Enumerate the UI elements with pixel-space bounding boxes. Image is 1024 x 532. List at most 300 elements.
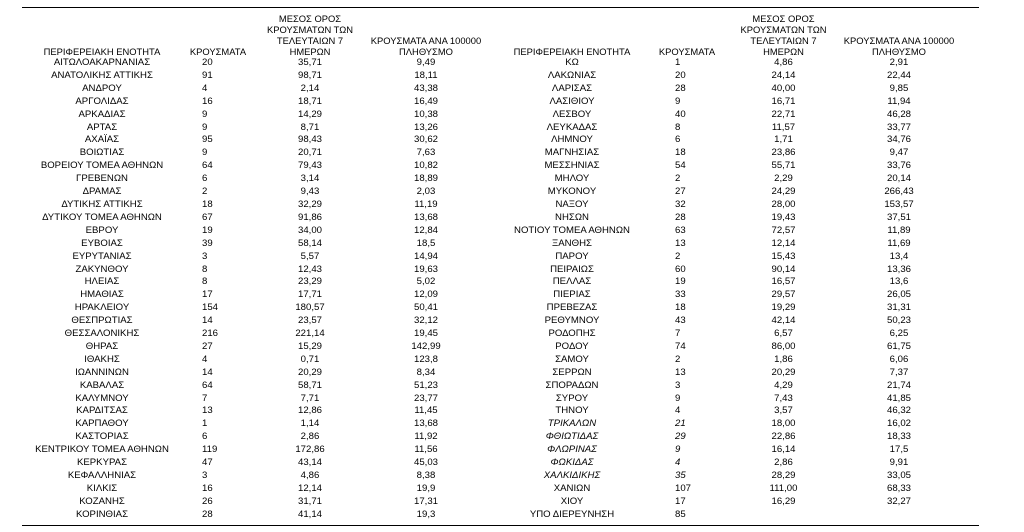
region-cell: ΡΟΔΟΠΗΣ bbox=[548, 328, 596, 340]
table-row bbox=[497, 109, 958, 122]
region-cell: ΜΑΓΝΗΣΙΑΣ bbox=[544, 147, 600, 159]
table-row bbox=[22, 496, 486, 509]
per100k-cell: 32,27 bbox=[886, 495, 911, 507]
table-row bbox=[22, 341, 486, 354]
per100k-cell: 266,43 bbox=[884, 186, 914, 198]
avg7-cell: 72,57 bbox=[771, 224, 796, 236]
region-cell: ΚΑΡΔΙΤΣΑΣ bbox=[76, 405, 128, 417]
cases-cell: 64 bbox=[202, 160, 213, 172]
table-row bbox=[22, 212, 486, 225]
avg7-cell: 7,71 bbox=[300, 392, 320, 404]
region-cell: ΚΑΛΥΜΝΟΥ bbox=[75, 392, 129, 404]
table-row bbox=[497, 483, 958, 496]
region-cell: ΙΩΑΝΝΙΝΩΝ bbox=[75, 366, 129, 378]
cases-cell: 1 bbox=[675, 57, 681, 68]
avg7-cell: 41,14 bbox=[297, 508, 322, 520]
table-row bbox=[22, 57, 486, 70]
avg7-cell: 16,71 bbox=[771, 95, 796, 107]
region-cell: ΚΟΡΙΝΘΙΑΣ bbox=[75, 508, 129, 520]
table-row bbox=[497, 315, 958, 328]
avg7-cell: 12,43 bbox=[297, 263, 322, 275]
cases-cell: 18 bbox=[675, 147, 686, 159]
cases-cell: 33 bbox=[675, 289, 686, 301]
region-cell: ΛΑΣΙΘΙΟΥ bbox=[549, 95, 595, 107]
cases-cell: 21 bbox=[675, 418, 686, 430]
cases-cell: 216 bbox=[202, 328, 219, 340]
region-cell: ΡΕΘΥΜΝΟΥ bbox=[544, 315, 600, 327]
region-cell: ΞΑΝΘΗΣ bbox=[552, 237, 592, 249]
per100k-cell: 46,28 bbox=[886, 108, 911, 120]
cases-cell: 18 bbox=[202, 198, 213, 210]
header-avg7: ΜΕΣΟΣ ΟΡΟΣ ΚΡΟΥΣΜΑΤΩΝ ΤΩΝ ΤΕΛΕΥΤΑΙΩΝ 7 ΗΜΕΡΩΝ bbox=[740, 13, 827, 57]
per100k-cell: 13,6 bbox=[889, 276, 909, 288]
header-row bbox=[22, 13, 486, 57]
cases-cell: 8 bbox=[202, 263, 208, 275]
avg7-cell: 29,57 bbox=[771, 289, 796, 301]
per100k-cell: 18,89 bbox=[413, 173, 438, 185]
avg7-cell: 28,00 bbox=[771, 198, 796, 210]
cases-cell: 13 bbox=[675, 237, 686, 249]
per100k-cell: 11,19 bbox=[414, 198, 438, 210]
table-row bbox=[497, 186, 958, 199]
table-row bbox=[22, 470, 486, 483]
region-cell: ΔΥΤΙΚΗΣ ΑΤΤΙΚΗΣ bbox=[61, 198, 143, 210]
cases-cell: 13 bbox=[202, 405, 213, 417]
region-cell: ΠΑΡΟΥ bbox=[555, 250, 589, 262]
cases-cell: 95 bbox=[202, 134, 213, 146]
region-cell: ΔΥΤΙΚΟΥ ΤΟΜΕΑ ΑΘΗΝΩΝ bbox=[42, 211, 162, 223]
region-cell: ΜΗΛΟΥ bbox=[554, 173, 590, 185]
header-per100k: ΚΡΟΥΣΜΑΤΑ ΑΝΑ 100000 ΠΛΗΘΥΣΜΟ bbox=[843, 35, 955, 57]
table-row bbox=[497, 264, 958, 277]
table-row bbox=[22, 328, 486, 341]
avg7-cell: 2,86 bbox=[300, 431, 320, 443]
region-cell: ΑΡΓΟΛΙΔΑΣ bbox=[75, 95, 129, 107]
cases-cell: 6 bbox=[202, 173, 208, 185]
avg7-cell: 34,00 bbox=[297, 224, 322, 236]
table-row bbox=[22, 264, 486, 277]
per100k-cell: 34,76 bbox=[886, 134, 911, 146]
per100k-cell: 2,91 bbox=[889, 57, 909, 68]
table-row bbox=[497, 393, 958, 406]
table-row bbox=[497, 83, 958, 96]
avg7-cell: 16,29 bbox=[771, 495, 796, 507]
cases-cell: 14 bbox=[202, 315, 213, 327]
per100k-cell: 11,56 bbox=[414, 444, 438, 456]
region-cell: ΑΝΔΡΟΥ bbox=[82, 82, 122, 94]
per100k-cell: 32,12 bbox=[413, 315, 438, 327]
avg7-cell bbox=[727, 509, 840, 522]
cases-cell: 4 bbox=[675, 457, 681, 469]
per100k-cell: 50,23 bbox=[886, 315, 911, 327]
per100k-cell: 12,09 bbox=[413, 289, 438, 301]
region-cell: ΕΥΒΟΙΑΣ bbox=[81, 237, 123, 249]
avg7-cell: 18,71 bbox=[297, 95, 322, 107]
region-cell: ΛΑΡΙΣΑΣ bbox=[551, 82, 593, 94]
avg7-cell: 11,57 bbox=[771, 121, 796, 133]
region-cell: ΑΙΤΩΛΟΑΚΑΡΝΑΝΙΑΣ bbox=[53, 57, 151, 68]
cases-cell: 4 bbox=[202, 353, 208, 365]
table-row bbox=[497, 147, 958, 160]
table-row bbox=[22, 367, 486, 380]
region-cell: ΥΠΟ ΔΙΕΡΕΥΝΗΣΗ bbox=[529, 508, 615, 520]
table-row bbox=[22, 238, 486, 251]
per100k-cell: 45,03 bbox=[413, 457, 438, 469]
table-row bbox=[497, 509, 958, 522]
cases-cell: 27 bbox=[202, 340, 213, 352]
cases-cell: 27 bbox=[675, 186, 686, 198]
table-row bbox=[22, 354, 486, 367]
per100k-cell: 61,75 bbox=[886, 340, 911, 352]
cases-cell: 26 bbox=[202, 495, 213, 507]
region-cell: ΚΕΝΤΡΙΚΟΥ ΤΟΜΕΑ ΑΘΗΝΩΝ bbox=[35, 444, 169, 456]
region-cell: ΤΗΝΟΥ bbox=[555, 405, 589, 417]
region-cell: ΝΑΞΟΥ bbox=[555, 198, 589, 210]
table-row bbox=[497, 173, 958, 186]
cases-cell: 107 bbox=[675, 482, 692, 494]
region-cell: ΧΙΟΥ bbox=[560, 495, 584, 507]
per100k-cell: 11,92 bbox=[414, 431, 438, 443]
cases-cell: 32 bbox=[675, 198, 686, 210]
per100k-cell: 8,38 bbox=[416, 470, 436, 481]
avg7-cell: 12,86 bbox=[297, 405, 322, 417]
avg7-cell: 35,71 bbox=[297, 57, 322, 68]
region-cell: ΚΕΡΚΥΡΑΣ bbox=[76, 457, 127, 469]
table-row bbox=[22, 225, 486, 238]
table-row bbox=[22, 122, 486, 135]
avg7-cell: 24,14 bbox=[771, 69, 796, 81]
cases-cell: 16 bbox=[202, 482, 213, 494]
per100k-cell: 5,02 bbox=[416, 276, 436, 288]
cases-cell: 9 bbox=[202, 121, 208, 133]
top-rule bbox=[22, 7, 979, 8]
table-row bbox=[497, 134, 958, 147]
per100k-cell: 11,94 bbox=[887, 95, 911, 107]
table-row bbox=[497, 57, 958, 70]
region-cell: ΘΗΡΑΣ bbox=[85, 340, 119, 352]
avg7-cell: 22,86 bbox=[771, 431, 796, 443]
table-row bbox=[22, 70, 486, 83]
per100k-cell: 19,63 bbox=[413, 263, 438, 275]
per100k-cell: 11,89 bbox=[887, 224, 911, 236]
table-row bbox=[497, 367, 958, 380]
avg7-cell: 4,29 bbox=[774, 379, 793, 391]
avg7-cell: 31,71 bbox=[297, 495, 322, 507]
cases-cell: 13 bbox=[675, 366, 686, 378]
region-cell: ΘΕΣΣΑΛΟΝΙΚΗΣ bbox=[64, 328, 140, 340]
cases-cell: 43 bbox=[675, 315, 686, 327]
avg7-cell: 2,14 bbox=[300, 82, 320, 94]
region-cell: ΙΘΑΚΗΣ bbox=[84, 353, 120, 365]
avg7-cell: 1,71 bbox=[774, 134, 793, 146]
per100k-cell: 43,38 bbox=[413, 82, 438, 94]
cases-cell: 9 bbox=[675, 392, 681, 404]
region-cell: ΚΑΣΤΟΡΙΑΣ bbox=[75, 431, 129, 443]
cases-cell: 7 bbox=[675, 328, 681, 340]
region-cell: ΜΥΚΟΝΟΥ bbox=[547, 186, 597, 198]
table-row bbox=[497, 225, 958, 238]
avg7-cell: 23,86 bbox=[771, 147, 796, 159]
region-cell: ΚΩ bbox=[565, 57, 579, 68]
per100k-cell: 18,5 bbox=[416, 237, 436, 249]
table-row bbox=[22, 509, 486, 522]
avg7-cell: 20,29 bbox=[297, 366, 322, 378]
region-cell: ΚΑΒΑΛΑΣ bbox=[79, 379, 125, 391]
region-cell: ΗΜΑΘΙΑΣ bbox=[80, 289, 124, 301]
avg7-cell: 17,71 bbox=[297, 289, 322, 301]
table-row bbox=[22, 315, 486, 328]
cases-cell: 39 bbox=[202, 237, 213, 249]
cases-cell: 67 bbox=[202, 211, 213, 223]
cases-cell: 19 bbox=[675, 276, 686, 288]
table-row bbox=[22, 405, 486, 418]
avg7-cell: 172,86 bbox=[295, 444, 325, 456]
table-row bbox=[497, 341, 958, 354]
per100k-cell: 9,91 bbox=[889, 457, 909, 469]
per100k-cell: 11,45 bbox=[414, 405, 438, 417]
avg7-cell: 86,00 bbox=[771, 340, 796, 352]
avg7-cell: 16,57 bbox=[771, 276, 796, 288]
avg7-cell: 8,71 bbox=[300, 121, 320, 133]
cases-cell: 40 bbox=[675, 108, 686, 120]
bottom-rule bbox=[22, 525, 979, 526]
avg7-cell: 40,00 bbox=[771, 82, 796, 94]
cases-cell: 20 bbox=[675, 69, 686, 81]
per100k-cell: 12,84 bbox=[413, 224, 438, 236]
avg7-cell: 79,43 bbox=[297, 160, 322, 172]
table-row bbox=[22, 147, 486, 160]
per100k-cell: 51,23 bbox=[413, 379, 438, 391]
table-row bbox=[22, 83, 486, 96]
table-row bbox=[22, 134, 486, 147]
region-cell: ΝΗΣΩΝ bbox=[555, 211, 589, 223]
cases-cell: 74 bbox=[675, 340, 686, 352]
region-cell: ΧΑΝΙΩΝ bbox=[553, 482, 591, 494]
avg7-cell: 5,57 bbox=[300, 250, 320, 262]
cases-cell: 47 bbox=[202, 457, 213, 469]
cases-cell: 119 bbox=[202, 444, 218, 456]
per100k-cell: 50,41 bbox=[413, 302, 438, 314]
per100k-cell: 9,85 bbox=[889, 82, 909, 94]
per100k-cell: 11,69 bbox=[887, 237, 911, 249]
cases-cell: 60 bbox=[675, 263, 686, 275]
table-row bbox=[22, 393, 486, 406]
cases-cell: 17 bbox=[202, 289, 213, 301]
per100k-cell: 18,11 bbox=[414, 69, 438, 81]
avg7-cell: 19,43 bbox=[771, 211, 796, 223]
cases-cell: 64 bbox=[202, 379, 213, 391]
avg7-cell: 3,14 bbox=[300, 173, 320, 185]
cases-cell: 8 bbox=[675, 121, 681, 133]
avg7-cell: 23,57 bbox=[297, 315, 322, 327]
per100k-cell: 22,44 bbox=[886, 69, 911, 81]
per100k-cell: 8,34 bbox=[416, 366, 436, 378]
per100k-cell: 6,25 bbox=[889, 328, 909, 340]
per100k-cell: 123,8 bbox=[413, 353, 438, 365]
region-cell: ΠΙΕΡΙΑΣ bbox=[553, 289, 591, 301]
avg7-cell: 0,71 bbox=[300, 353, 320, 365]
avg7-cell: 24,29 bbox=[771, 186, 796, 198]
table-row bbox=[497, 199, 958, 212]
header-cases: ΚΡΟΥΣΜΑΤΑ bbox=[658, 46, 716, 57]
avg7-cell: 15,29 bbox=[297, 340, 322, 352]
avg7-cell: 12,14 bbox=[297, 482, 322, 494]
region-cell: ΠΡΕΒΕΖΑΣ bbox=[546, 302, 598, 314]
region-cell: ΗΛΕΙΑΣ bbox=[84, 276, 120, 288]
per100k-cell: 14,94 bbox=[413, 250, 438, 262]
per100k-cell: 16,02 bbox=[886, 418, 911, 430]
table-row bbox=[22, 96, 486, 109]
region-cell: ΕΥΡΥΤΑΝΙΑΣ bbox=[72, 250, 132, 262]
avg7-cell: 58,14 bbox=[297, 237, 322, 249]
table-row bbox=[497, 418, 958, 431]
cases-cell: 7 bbox=[202, 392, 208, 404]
cases-cell: 35 bbox=[675, 470, 686, 481]
avg7-cell: 3,57 bbox=[774, 405, 793, 417]
avg7-cell: 2,86 bbox=[774, 457, 793, 469]
table-row bbox=[497, 160, 958, 173]
table-row bbox=[22, 186, 486, 199]
per100k-cell bbox=[840, 509, 958, 522]
per100k-cell: 2,03 bbox=[416, 186, 436, 198]
per100k-cell: 68,33 bbox=[886, 482, 911, 494]
per100k-cell: 7,37 bbox=[889, 366, 909, 378]
table-row bbox=[22, 276, 486, 289]
per100k-cell: 9,49 bbox=[416, 57, 436, 68]
table-row bbox=[497, 122, 958, 135]
avg7-cell: 14,29 bbox=[297, 108, 322, 120]
table-row bbox=[497, 251, 958, 264]
avg7-cell: 18,00 bbox=[771, 418, 796, 430]
cases-cell: 1 bbox=[202, 418, 208, 430]
header-region: ΠΕΡΙΦΕΡΕΙΑΚΗ ΕΝΟΤΗΤΑ bbox=[513, 46, 631, 57]
avg7-cell: 23,29 bbox=[297, 276, 322, 288]
cases-cell: 17 bbox=[675, 495, 686, 507]
cases-cell: 16 bbox=[202, 95, 213, 107]
table-row bbox=[22, 457, 486, 470]
avg7-cell: 1,14 bbox=[300, 418, 320, 430]
table-row bbox=[22, 173, 486, 186]
avg7-cell: 28,29 bbox=[771, 470, 796, 481]
per100k-cell: 31,31 bbox=[886, 302, 911, 314]
table-row bbox=[22, 418, 486, 431]
per100k-cell: 17,31 bbox=[413, 495, 438, 507]
per100k-cell: 19,45 bbox=[413, 328, 438, 340]
avg7-cell: 43,14 bbox=[297, 457, 322, 469]
region-cell: ΠΕΙΡΑΙΩΣ bbox=[550, 263, 594, 275]
per100k-cell: 41,85 bbox=[886, 392, 911, 404]
cases-cell: 28 bbox=[202, 508, 213, 520]
per100k-cell: 16,49 bbox=[413, 95, 438, 107]
per100k-cell: 20,14 bbox=[886, 173, 911, 185]
avg7-cell: 98,71 bbox=[297, 69, 322, 81]
per100k-cell: 153,57 bbox=[884, 198, 914, 210]
region-cell: ΡΟΔΟΥ bbox=[555, 340, 589, 352]
region-cell: ΤΡΙΚΑΛΩΝ bbox=[547, 418, 597, 430]
table-row bbox=[497, 470, 958, 483]
avg7-cell: 1,86 bbox=[774, 353, 793, 365]
table-row bbox=[497, 289, 958, 302]
region-cell: ΣΥΡΟΥ bbox=[555, 392, 589, 404]
table-row bbox=[497, 496, 958, 509]
avg7-cell: 111,00 bbox=[769, 482, 798, 494]
region-cell: ΓΡΕΒΕΝΩΝ bbox=[76, 173, 128, 185]
per100k-cell: 7,63 bbox=[416, 147, 436, 159]
avg7-cell: 91,86 bbox=[297, 211, 322, 223]
table-row bbox=[22, 483, 486, 496]
cases-cell: 3 bbox=[202, 250, 208, 262]
table-row bbox=[497, 238, 958, 251]
per100k-cell: 13,68 bbox=[413, 418, 438, 430]
region-cell: ΛΕΥΚΑΔΑΣ bbox=[546, 121, 598, 133]
table-row bbox=[497, 431, 958, 444]
region-cell: ΚΕΦΑΛΛΗΝΙΑΣ bbox=[67, 470, 137, 481]
per100k-cell: 33,05 bbox=[886, 470, 911, 481]
region-cell: ΜΕΣΣΗΝΙΑΣ bbox=[544, 160, 600, 172]
per100k-cell: 21,74 bbox=[886, 379, 911, 391]
cases-cell: 85 bbox=[675, 508, 686, 520]
avg7-cell: 32,29 bbox=[297, 198, 322, 210]
table-row bbox=[497, 457, 958, 470]
cases-cell: 4 bbox=[675, 405, 681, 417]
per100k-cell: 46,32 bbox=[886, 405, 911, 417]
per100k-cell: 19,3 bbox=[416, 508, 436, 520]
table-row bbox=[22, 251, 486, 264]
avg7-cell: 2,29 bbox=[774, 173, 793, 185]
region-cell: ΑΧΑΪΑΣ bbox=[84, 134, 120, 146]
per100k-cell: 13,68 bbox=[413, 211, 438, 223]
per100k-cell: 13,4 bbox=[889, 250, 909, 262]
table-row bbox=[497, 302, 958, 315]
table-row bbox=[497, 444, 958, 457]
avg7-cell: 4,86 bbox=[300, 470, 320, 481]
table-row bbox=[22, 160, 486, 173]
region-cell: ΣΕΡΡΩΝ bbox=[552, 366, 592, 378]
cases-cell: 2 bbox=[675, 173, 681, 185]
avg7-cell: 19,29 bbox=[771, 302, 796, 314]
cases-cell: 2 bbox=[675, 353, 681, 365]
region-cell: ΑΡΤΑΣ bbox=[86, 121, 118, 133]
per100k-cell: 6,06 bbox=[889, 353, 909, 365]
cases-cell: 28 bbox=[675, 211, 686, 223]
avg7-cell: 221,14 bbox=[295, 328, 325, 340]
per100k-cell: 17,5 bbox=[889, 444, 909, 456]
region-cell: ΝΟΤΙΟΥ ΤΟΜΕΑ ΑΘΗΝΩΝ bbox=[514, 224, 630, 236]
avg7-cell: 180,57 bbox=[295, 302, 325, 314]
region-cell: ΕΒΡΟΥ bbox=[85, 224, 119, 236]
region-cell: ΦΩΚΙΔΑΣ bbox=[550, 457, 594, 469]
region-cell: ΒΟΡΕΙΟΥ ΤΟΜΕΑ ΑΘΗΝΩΝ bbox=[40, 160, 164, 172]
cases-cell: 2 bbox=[675, 250, 681, 262]
region-cell: ΦΘΙΩΤΙΔΑΣ bbox=[545, 431, 599, 443]
cases-cell: 54 bbox=[675, 160, 686, 172]
per100k-cell: 33,77 bbox=[886, 121, 911, 133]
region-cell: ΑΡΚΑΔΙΑΣ bbox=[78, 108, 126, 120]
region-cell: ΔΡΑΜΑΣ bbox=[82, 186, 122, 198]
avg7-cell: 4,86 bbox=[774, 57, 793, 68]
avg7-cell: 12,14 bbox=[771, 237, 796, 249]
table-row bbox=[22, 302, 486, 315]
avg7-cell: 6,57 bbox=[774, 328, 793, 340]
cases-cell: 8 bbox=[202, 276, 208, 288]
per100k-cell: 13,26 bbox=[413, 121, 438, 133]
region-cell: ΦΛΩΡΙΝΑΣ bbox=[547, 444, 597, 456]
table-row bbox=[22, 199, 486, 212]
avg7-cell: 7,43 bbox=[774, 392, 793, 404]
region-cell: ΗΡΑΚΛΕΙΟΥ bbox=[74, 302, 130, 314]
cases-cell: 2 bbox=[202, 186, 208, 198]
avg7-cell: 15,43 bbox=[771, 250, 796, 262]
